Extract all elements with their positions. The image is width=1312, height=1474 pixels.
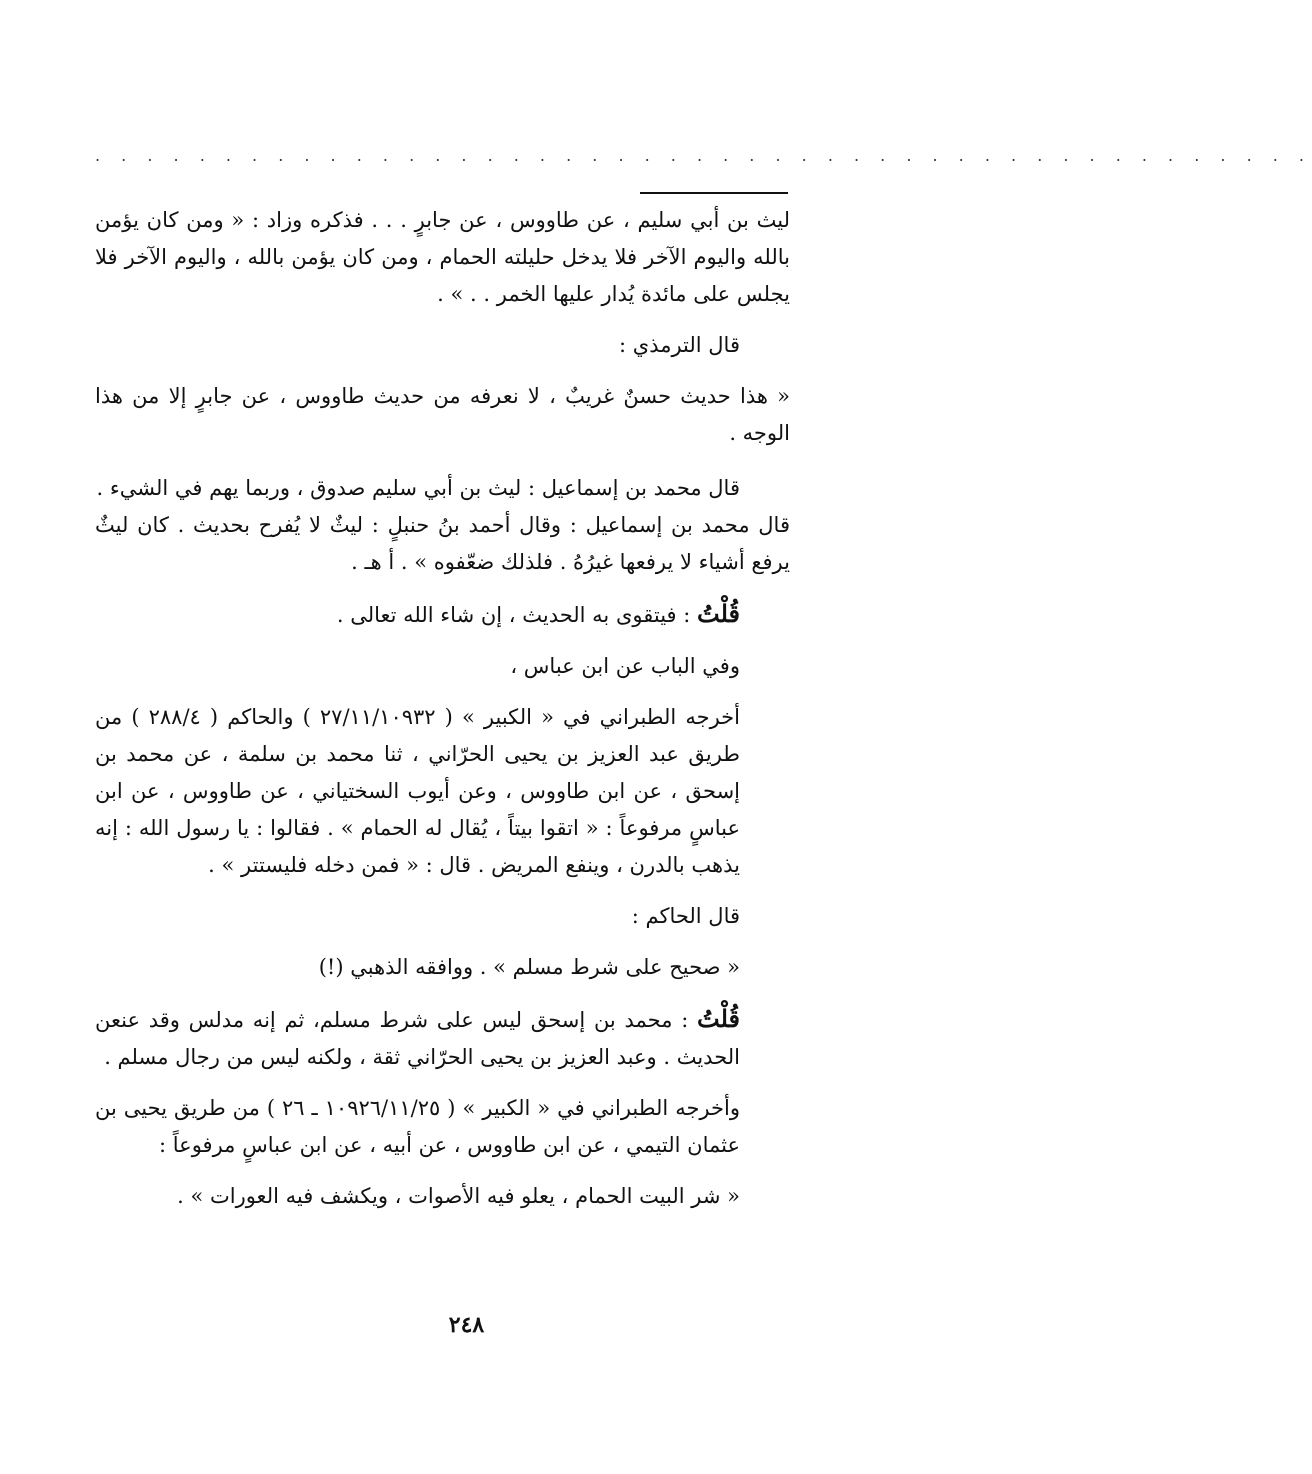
qult-text: : محمد بن إسحق ليس على شرط مسلم، ثم إنه مدلس وقد عنعن الحديث . وعبد العزيز بن يحيى الحرّاني ثقة ، ولكنه ليس من رجال مسلم . — [95, 1008, 740, 1069]
qult-text: : فيتقوى به الحديث ، إن شاء الله تعالى . — [336, 603, 691, 627]
qult-label: قُلْتُ — [697, 1004, 740, 1033]
paragraph-tirmidhi-quote: « هذا حديث حسنٌ غريبٌ ، لا نعرفه من حديث طاووس ، عن جابرٍ إلا من هذا الوجه . — [95, 384, 790, 445]
footnote-rule — [640, 192, 788, 194]
paragraph-ibn-abbas: وفي الباب عن ابن عباس ، — [510, 654, 740, 678]
page-number: ٢٤٨ — [448, 1312, 485, 1338]
dotted-separator: . . . . . . . . . . . . . . . . . . . . . . . . . . . . . . . . . . . . . . . . . . . . . . . — [95, 146, 1312, 165]
paragraph-hakim-heading: قال الحاكم : — [631, 904, 740, 928]
paragraph-tabarani-1: أخرجه الطبراني في « الكبير » ( ٢٧/١١/١٠٩٣٢ ) والحاكم ( ٢٨٨/٤ ) من طريق عبد العزيز بن يحيى الحرّاني ، ثنا محمد بن سلمة ، عن محمد بن إسحق ، عن ابن طاووس ، وعن أيوب السختياني ، عن طاووس ، عن ابن عباسٍ مرفوعاً : « اتقوا بيتاً ، يُقال له الحمام » . فقالوا : يا رسول الله : إنه يذهب بالدرن ، وينفع المريض . قال : « فمن دخله فليستتر » . — [95, 705, 740, 877]
paragraph-hakim-quote: « صحيح على شرط مسلم » . ووافقه الذهبي (!) — [318, 955, 740, 979]
paragraph-bukhari-note: قال محمد بن إسماعيل : ليث بن أبي سليم صدوق ، وربما يهم في الشيء . — [96, 476, 740, 500]
paragraph-tabarani-2: وأخرجه الطبراني في « الكبير » ( ١٠٩٢٦/١١/٢٥ ـ ٢٦ ) من طريق يحيى بن عثمان التيمي ، عن ابن طاووس ، عن أبيه ، عن ابن عباسٍ مرفوعاً : — [95, 1096, 740, 1157]
paragraph-qult-2 — [95, 1000, 790, 1076]
paragraph-qult-1 — [95, 595, 790, 634]
paragraph-1: ليث بن أبي سليم ، عن طاووس ، عن جابرٍ . . . فذكره وزاد : « ومن كان يؤمن بالله واليوم الآخر فلا يدخل حليلته الحمام ، ومن كان يؤمن بالله ، واليوم الآخر فلا يجلس على مائدة يُدار عليها الخمر . . » . — [95, 208, 790, 306]
paragraph-final-quote: « شر البيت الحمام ، يعلو فيه الأصوات ، ويكشف فيه العورات » . — [177, 1184, 740, 1208]
qult-label: قُلْتُ — [697, 599, 740, 628]
body-text — [95, 202, 790, 1215]
paragraph-ahmad-note: قال محمد بن إسماعيل : وقال أحمد بنُ حنبلٍ : ليثٌ لا يُفرح بحديث . كان ليثٌ يرفع أشياء لا يرفعها غيرُهُ . فلذلك ضعّفوه » . أ هـ . — [95, 513, 790, 574]
paragraph-tirmidhi-heading: قال الترمذي : — [619, 333, 740, 357]
